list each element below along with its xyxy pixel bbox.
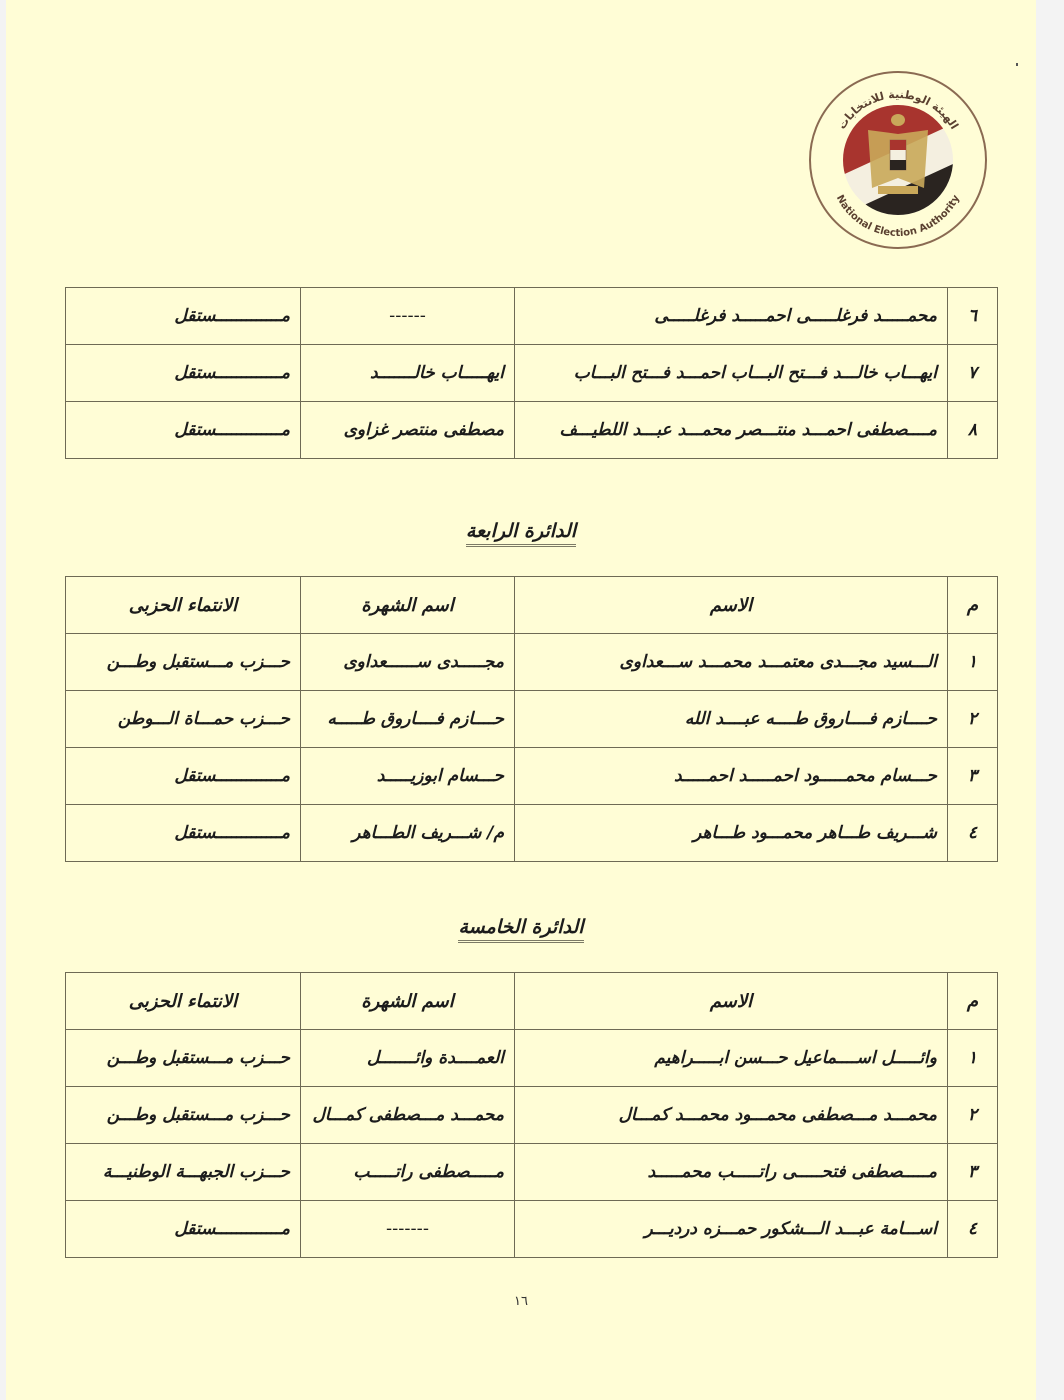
candidate-name: ايهـــاب خالـــد فـــتح البـــاب احمـــد فـــتح البـــاب [515,345,948,402]
row-number: ٧ [948,345,998,402]
popular-name: مجـــــدى ســــــعداوى [301,634,515,691]
table-row [66,634,998,691]
candidate-name: وائـــــل اســــماعيل حـــسن ابـــــراهيم [515,1030,948,1087]
section-title-district-4 [6,520,1036,547]
seal-english-text: National Election Authority [833,193,963,240]
header-party: الانتماء الحزبى [66,577,301,634]
row-number: ٤ [948,805,998,862]
party-affiliation: حـــزب الجبهـــة الوطنيـــة [66,1144,301,1201]
header-num: م [948,973,998,1030]
party-affiliation: مـــــــــــــستقل [66,805,301,862]
popular-name: محمـــد مـــصطفى كمـــال [301,1087,515,1144]
popular-name: ايهـــــاب خالـــــــد [301,345,515,402]
row-number: ٣ [948,748,998,805]
popular-name: حــــازم فــــاروق طـــــه [301,691,515,748]
table-row [66,748,998,805]
candidate-name: مــــصطفى احمـــد منتـــصر محمـــد عبـــد اللطيـــف [515,402,948,459]
candidate-name: محمـــد مـــصطفى محمـــود محمـــد كمـــال [515,1087,948,1144]
national-election-authority-seal [806,68,990,252]
party-affiliation: مـــــــــــــستقل [66,288,301,345]
table-header-row [66,973,998,1030]
popular-name: حـــسام ابوزيـــــد [301,748,515,805]
candidate-name: شـــريف طـــاهر محمـــود طـــاهر [515,805,948,862]
row-number: ١ [948,1030,998,1087]
row-number: ٢ [948,1087,998,1144]
table-row [66,1144,998,1201]
document-page [6,0,1036,1400]
header-name: الاسم [515,577,948,634]
candidates-table-continued [65,287,998,459]
header-fame: اسم الشهرة [301,577,515,634]
table-row [66,1201,998,1258]
candidate-name: حـــسام محمـــــود احمـــــد احمـــــد [515,748,948,805]
popular-name: ------- [301,1201,515,1258]
party-affiliation: حـــزب مـــستقبل وطـــن [66,1087,301,1144]
row-number: ٢ [948,691,998,748]
section-title-text: الدائرة الرابعة [466,520,576,547]
party-affiliation: حـــزب مـــستقبل وطـــن [66,1030,301,1087]
candidates-table-district-5 [65,972,998,1258]
section-title-district-5 [6,916,1036,943]
header-fame: اسم الشهرة [301,973,515,1030]
candidate-name: اســـامة عبـــد الـــشكور حمـــزه دردیـــر [515,1201,948,1258]
seal-arabic-text: الهيئة الوطنية للانتخابات [835,87,961,132]
candidate-name: محمـــــد فرغلـــــى احمـــــد فرغلـــــى [515,288,948,345]
candidates-table-district-4 [65,576,998,862]
table-row [66,805,998,862]
popular-name: مصطفى منتصر غزاوى [301,402,515,459]
row-number: ٨ [948,402,998,459]
popular-name: ------ [301,288,515,345]
scan-speck [1016,63,1018,66]
page-number: ١٦ [514,1294,528,1309]
table-row [66,1030,998,1087]
table-header-row [66,577,998,634]
table-row [66,345,998,402]
row-number: ١ [948,634,998,691]
popular-name: العمــــدة وائـــــــل [301,1030,515,1087]
party-affiliation: مـــــــــــــستقل [66,748,301,805]
row-number: ٦ [948,288,998,345]
popular-name: م/ شـــريف الطـــاهر [301,805,515,862]
header-num: م [948,577,998,634]
party-affiliation: حـــزب مـــستقبل وطـــن [66,634,301,691]
row-number: ٤ [948,1201,998,1258]
table-row [66,402,998,459]
header-party: الانتماء الحزبى [66,973,301,1030]
table-row [66,691,998,748]
header-name: الاسم [515,973,948,1030]
candidate-name: حــــازم فــــاروق طــــه عبــــد الله [515,691,948,748]
popular-name: مـــــصطفى راتـــــب [301,1144,515,1201]
table-row [66,1087,998,1144]
candidate-name: مـــــصطفى فتحـــــى راتـــــب محمـــــد [515,1144,948,1201]
party-affiliation: مـــــــــــــستقل [66,345,301,402]
section-title-text: الدائرة الخامسة [458,916,583,943]
party-affiliation: حـــزب حمـــاة الـــوطن [66,691,301,748]
table-row [66,288,998,345]
party-affiliation: مـــــــــــــستقل [66,1201,301,1258]
candidate-name: الـــسيد مجـــدى معتمـــد محمـــد ســـعداوى [515,634,948,691]
row-number: ٣ [948,1144,998,1201]
party-affiliation: مـــــــــــــستقل [66,402,301,459]
